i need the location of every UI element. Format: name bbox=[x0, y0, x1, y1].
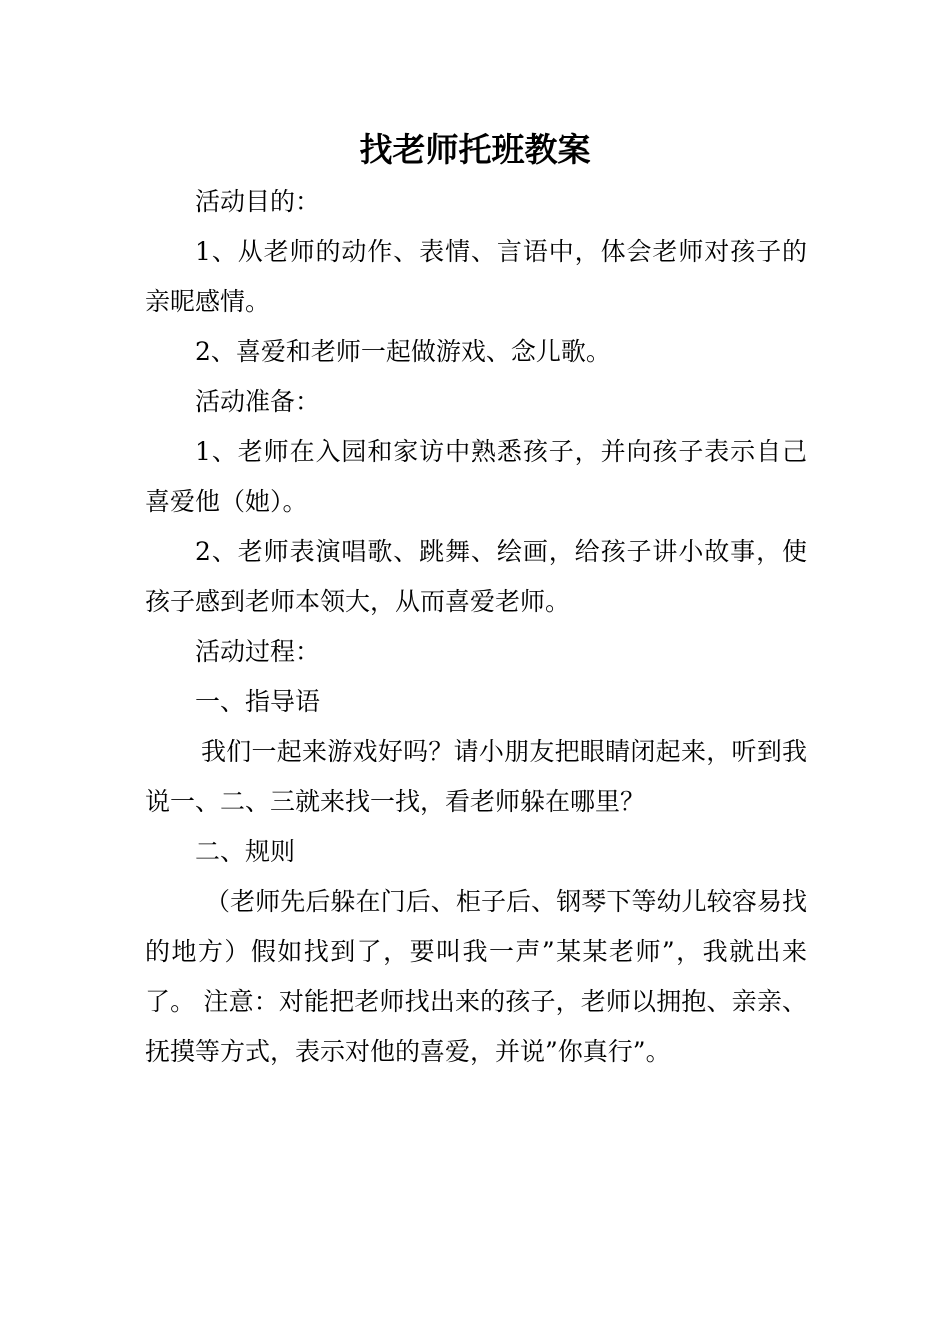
objective-item-2: 2、喜爱和老师一起做游戏、念儿歌。 bbox=[195, 337, 611, 366]
process-step-1-heading: 一、指导语 bbox=[195, 687, 321, 716]
document-body bbox=[145, 177, 807, 1077]
section-heading-process: 活动过程： bbox=[195, 637, 321, 666]
section-heading-preparation: 活动准备： bbox=[195, 387, 321, 416]
objective-item-1: 1、从老师的动作、表情、言语中，体会老师对孩子的亲昵感情。 bbox=[145, 237, 807, 316]
preparation-item-1: 1、老师在入园和家访中熟悉孩子，并向孩子表示自己喜爱他（她）。 bbox=[145, 437, 807, 516]
process-step-2-text: （老师先后躲在门后、柜子后、钢琴下等幼儿较容易找的地方）假如找到了，要叫我一声”某某老师”，我就出来了。 注意：对能把老师找出来的孩子，老师以拥抱、亲亲、抚摸等方式，表示对他的喜爱，并说”你真行”。 bbox=[145, 887, 807, 1066]
preparation-item-2: 2、老师表演唱歌、跳舞、绘画，给孩子讲小故事，使孩子感到老师本领大，从而喜爱老师。 bbox=[145, 537, 807, 616]
section-heading-objectives: 活动目的： bbox=[195, 187, 321, 216]
document-title: 找老师托班教案 bbox=[359, 130, 591, 169]
process-step-2-heading: 二、规则 bbox=[195, 837, 296, 866]
process-step-1-text: 我们一起来游戏好吗？请小朋友把眼睛闭起来，听到我说一、二、三就来找一找，看老师躲在哪里？ bbox=[145, 737, 807, 816]
